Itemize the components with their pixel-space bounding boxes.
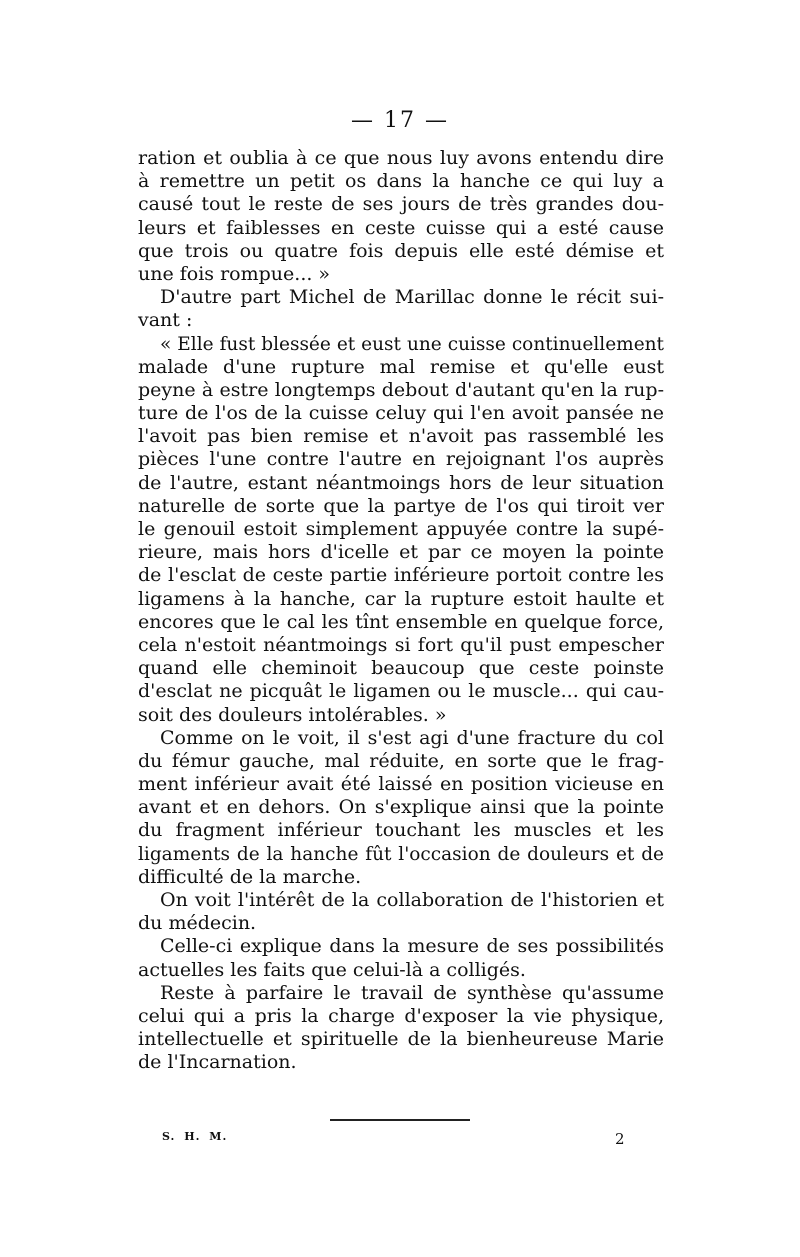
text-line: à remettre un petit os dans la hanche ce qui luy a — [138, 170, 664, 193]
text-line: ration et oublia à ce que nous luy avons entendu dire — [138, 147, 664, 169]
text-line: quand elle cheminoit beaucoup que ceste poinste — [138, 657, 664, 680]
text-line: l'avoit pas bien remise et n'avoit pas rassemblé les — [138, 425, 664, 448]
text-line: une fois rompue... » — [138, 262, 331, 285]
text-line: avant et en dehors. On s'explique ainsi que la pointe — [138, 796, 664, 819]
text-line: rieure, mais hors d'icelle et par ce moyen la pointe — [138, 541, 664, 564]
text-line: pièces l'une contre l'autre en rejoignant l'os auprès — [138, 448, 664, 471]
text-line: Reste à parfaire le travail de synthèse qu'assume — [160, 981, 664, 1004]
text-line: vant : — [138, 309, 193, 332]
text-line: du fragment inférieur touchant les muscles et les — [138, 819, 664, 842]
text-line: de l'Incarnation. — [138, 1051, 297, 1074]
text-line: causé tout le reste de ses jours de très grandes dou- — [138, 193, 664, 216]
text-line: encores que le cal les tînt ensemble en quelque force, — [138, 610, 664, 633]
text-line: cela n'estoit néantmoings si fort qu'il pust empescher — [138, 633, 664, 656]
text-line: D'autre part Michel de Marillac donne le récit sui- — [160, 286, 664, 309]
text-line: leurs et faiblesses en ceste cuisse qui a esté cause — [138, 216, 664, 239]
text-line: du fémur gauche, mal réduite, en sorte que le frag- — [138, 749, 664, 772]
text-line: soit des douleurs intolérables. » — [138, 703, 447, 726]
page-number: — 17 — — [351, 108, 449, 133]
text-line: On voit l'intérêt de la collaboration de l'historien et — [160, 889, 664, 911]
text-line: de l'autre, estant néantmoings hors de leur situation — [138, 471, 664, 494]
text-line: « Elle fust blessée et eust une cuisse continuellement — [160, 333, 664, 355]
text-line: intellectuelle et spirituelle de la bienheureuse Marie — [138, 1028, 664, 1051]
body-text — [138, 147, 664, 1075]
text-line: le genouil estoit simplement appuyée contre la supé- — [138, 518, 664, 540]
sheet-number: 2 — [615, 1130, 625, 1148]
text-line: ligamens à la hanche, car la rupture estoit haulte et — [138, 587, 664, 610]
text-line: que trois ou quatre fois depuis elle esté démise et — [138, 239, 664, 262]
text-line: difficulté de la marche. — [138, 865, 362, 888]
text-line: d'esclat ne picquât le ligamen ou le muscle... qui cau- — [138, 680, 664, 703]
text-line: de l'esclat de ceste partie inférieure portoit contre les — [138, 564, 664, 587]
text-line: Comme on le voit, il s'est agi d'une fracture du col — [160, 726, 664, 749]
text-line: Celle-ci explique dans la mesure de ses possibilités — [160, 935, 664, 958]
text-line: malade d'une rupture mal remise et qu'elle eust — [138, 355, 664, 378]
text-line: ment inférieur avait été laissé en position vicieuse en — [138, 773, 664, 796]
text-line: actuelles les faits que celui-là a colligés. — [138, 958, 526, 981]
text-line: naturelle de sorte que la partye de l'os qui tiroit ver — [138, 494, 664, 517]
signature-mark: S. H. M. — [162, 1130, 228, 1143]
text-line: ligaments de la hanche fût l'occasion de douleurs et de — [138, 843, 664, 865]
text-line: ture de l'os de la cuisse celuy qui l'en avoit pansée ne — [138, 402, 664, 425]
text-line: celui qui a pris la charge d'exposer la vie physique, — [138, 1004, 664, 1027]
separator-rule — [330, 1119, 470, 1121]
text-line: du médecin. — [138, 912, 257, 935]
text-line: peyne à estre longtemps debout d'autant qu'en la rup- — [138, 378, 664, 401]
